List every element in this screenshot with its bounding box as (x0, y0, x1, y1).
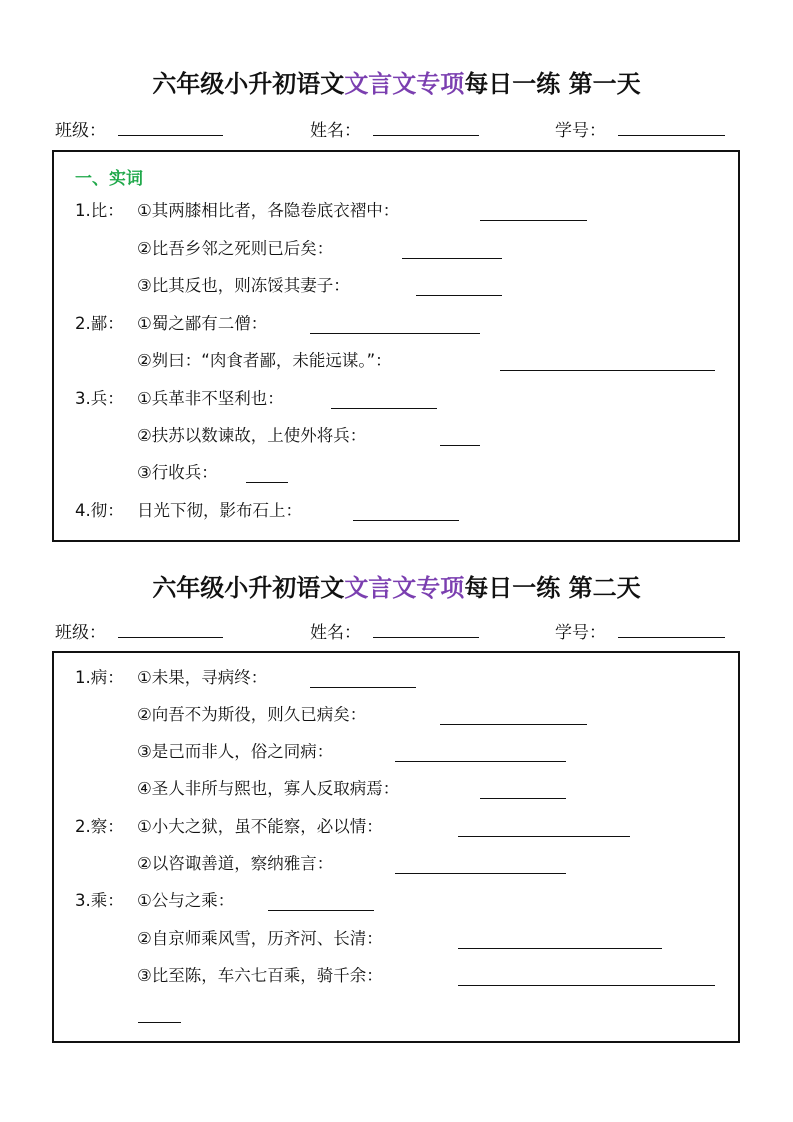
answer-blank[interactable] (500, 370, 715, 371)
page-title (0, 64, 793, 99)
answer-blank[interactable] (458, 985, 715, 986)
answer-blank[interactable] (440, 724, 587, 725)
question-text: ③比至陈，车六七百乘，骑千余： (137, 966, 383, 985)
question-text: ①蜀之鄙有二僧： (137, 314, 268, 333)
question-text: ③是己而非人，俗之同病： (137, 742, 334, 761)
question-text: 日光下彻，影布石上： (137, 501, 302, 520)
answer-blank[interactable] (458, 948, 662, 949)
question-text: ①小大之狱，虽不能察，必以情： (137, 817, 383, 836)
question-text: ①兵革非不坚利也： (137, 389, 284, 408)
answer-blank[interactable] (458, 836, 630, 837)
title-highlight: 文言文专项 (344, 70, 465, 98)
question-number: 1.病： (75, 668, 124, 687)
question-text: ②以咨诹善道，察纳雅言： (137, 854, 334, 873)
question-text: ③行收兵： (137, 463, 218, 482)
name-field[interactable] (373, 637, 479, 638)
class-field[interactable] (118, 637, 223, 638)
answer-blank[interactable] (480, 798, 566, 799)
answer-blank[interactable] (268, 910, 374, 911)
title-suffix: 每日一练 第二天 (464, 574, 641, 602)
question-number: 3.乘： (75, 891, 124, 910)
class-label: 班级： (55, 121, 106, 141)
question-text: ②自京师乘风雪，历齐河、长清： (137, 929, 383, 948)
answer-blank[interactable] (480, 220, 587, 221)
question-text: ④圣人非所与熙也，寡人反取病焉： (137, 779, 400, 798)
student-id-field[interactable] (618, 637, 725, 638)
answer-blank[interactable] (402, 258, 502, 259)
question-text: ②向吾不为斯役，则久已病矣： (137, 705, 367, 724)
page-title (0, 568, 793, 603)
question-text: ①公与之乘： (137, 891, 235, 910)
title-prefix: 六年级小升初语文 (152, 574, 345, 602)
question-text: ①其两膝相比者，各隐卷底衣褶中： (137, 201, 400, 220)
question-number: 1.比： (75, 201, 124, 220)
answer-blank[interactable] (395, 761, 566, 762)
question-number: 4.彻： (75, 501, 124, 520)
question-text: ②刿曰：“肉食者鄙，未能远谋。”： (137, 351, 392, 370)
answer-blank[interactable] (310, 687, 416, 688)
question-text: ②比吾乡邻之死则已后矣： (137, 239, 334, 258)
answer-blank[interactable] (416, 295, 502, 296)
answer-blank[interactable] (353, 520, 459, 521)
question-number: 2.察： (75, 817, 124, 836)
answer-blank[interactable] (395, 873, 566, 874)
question-number: 2.鄙： (75, 314, 124, 333)
name-field[interactable] (373, 135, 479, 136)
answer-blank[interactable] (440, 445, 480, 446)
question-text: ②扶苏以数谏故，上使外将兵： (137, 426, 367, 445)
question-text: ①未果，寻病终： (137, 668, 268, 687)
answer-blank[interactable] (246, 482, 288, 483)
class-label: 班级： (55, 623, 106, 643)
question-text: ③比其反也，则冻馁其妻子： (137, 276, 350, 295)
question-number: 3.兵： (75, 389, 124, 408)
class-field[interactable] (118, 135, 223, 136)
student-id-field[interactable] (618, 135, 725, 136)
name-label: 姓名： (310, 623, 361, 643)
student-id-label: 学号： (555, 121, 606, 141)
answer-blank[interactable] (310, 333, 480, 334)
answer-blank[interactable] (331, 408, 437, 409)
name-label: 姓名： (310, 121, 361, 141)
title-suffix: 每日一练 第一天 (464, 70, 641, 98)
answer-blank-continued[interactable] (138, 1022, 181, 1023)
section-heading: 一、实词 (75, 169, 143, 189)
title-highlight: 文言文专项 (344, 574, 465, 602)
title-prefix: 六年级小升初语文 (152, 70, 345, 98)
student-id-label: 学号： (555, 623, 606, 643)
